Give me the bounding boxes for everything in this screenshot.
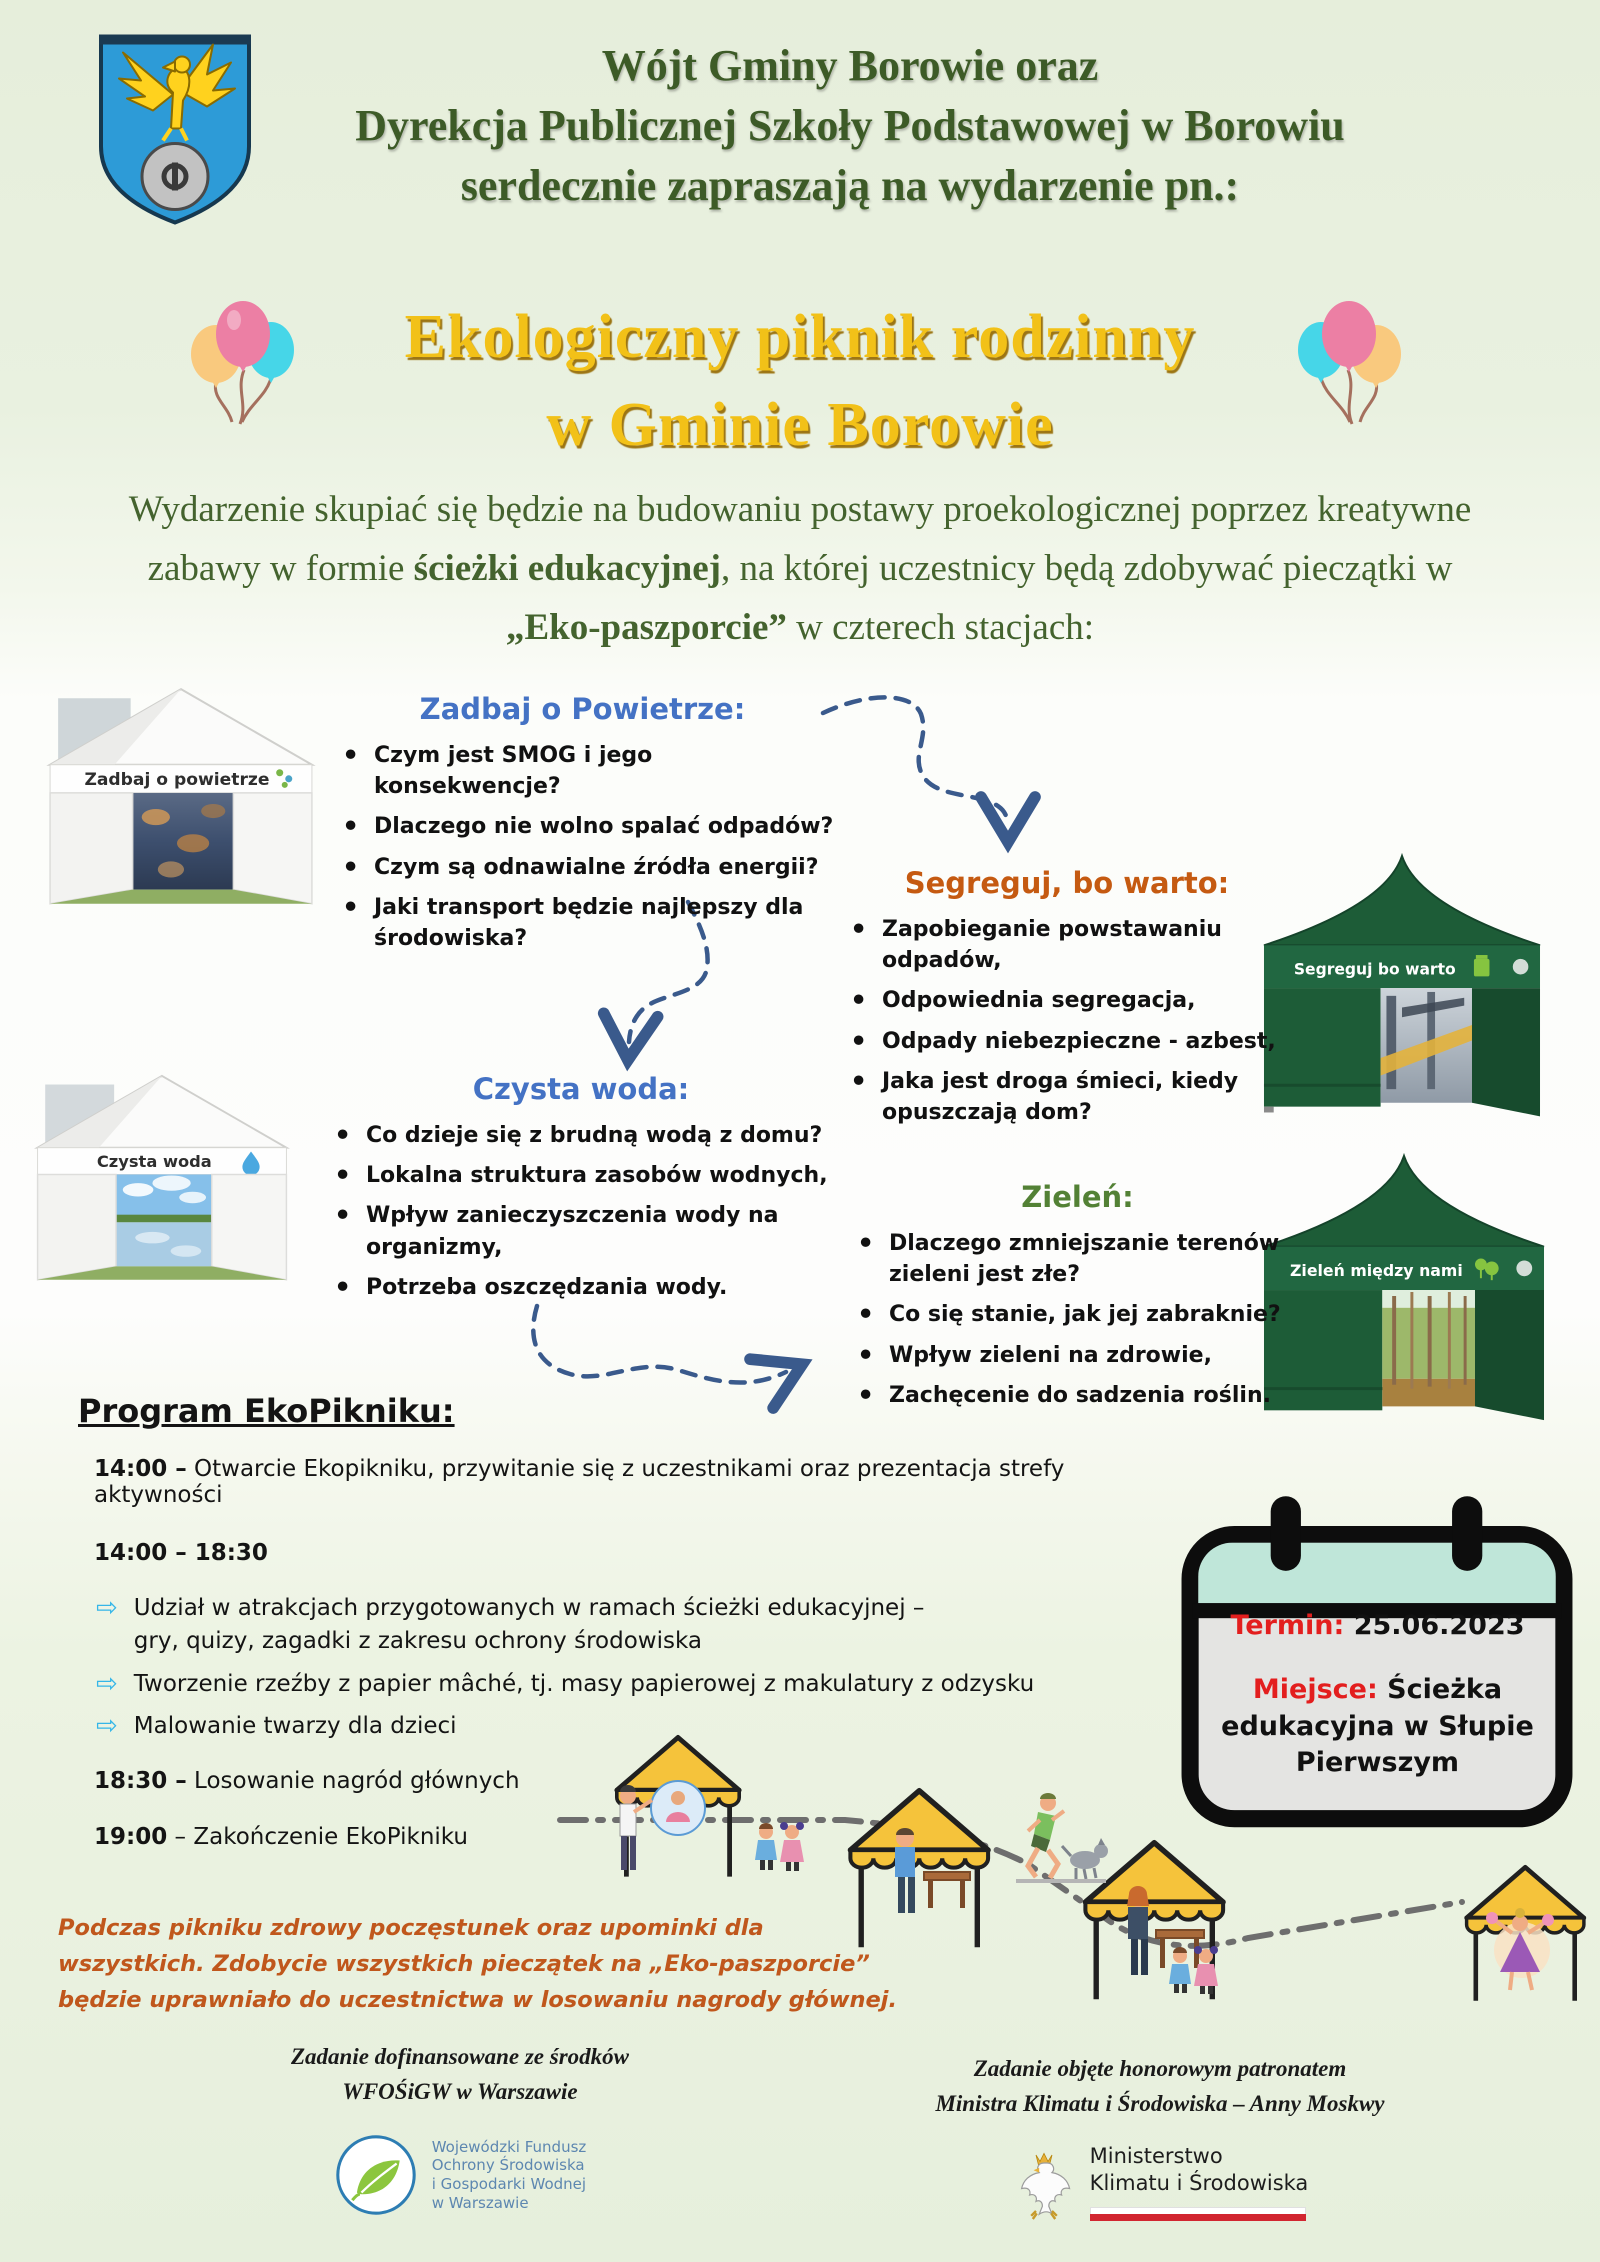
station-waste-list <box>838 914 1296 1128</box>
station-air-heading: Zadbaj o Powietrze: <box>419 692 746 726</box>
tent-banner-label: Zadbaj o powietrze <box>84 769 270 790</box>
forest-photo <box>1382 1290 1475 1406</box>
intro-text: , na której uczestnicy będą zdobywać pieczątki w <box>720 548 1453 590</box>
list-item: • Lokalna struktura zasobów wodnych, <box>322 1160 840 1191</box>
ministry-logo-row <box>850 2143 1470 2227</box>
children-figures <box>1169 1946 1218 1994</box>
poland-flag-bar <box>1090 2207 1306 2221</box>
lake-photo <box>116 1174 212 1266</box>
tent-side-logo <box>1516 1260 1532 1276</box>
event-place: Miejsce: Ścieżka edukacyjna w Słupie Pierwszym <box>1221 1674 1534 1779</box>
poland-eagle-icon <box>1012 2143 1076 2227</box>
header-line-3: serdecznie zapraszają na wydarzenie pn.: <box>460 160 1240 210</box>
notice-line-3: będzie uprawniało do uczestnictwa w losowaniu nagrody głównej. <box>58 1987 898 2013</box>
tent-banner-label: Zieleń między nami <box>1289 1261 1463 1281</box>
recycling-plant-photo <box>1381 988 1472 1103</box>
wfosigw-leaf-icon <box>334 2133 418 2217</box>
children-figures <box>755 1822 804 1871</box>
tent-side-logo <box>1513 959 1529 975</box>
station-air-list <box>330 740 835 954</box>
tent-water-photo <box>28 1072 296 1299</box>
program-line-closing: 19:00 – Zakończenie EkoPikniku <box>94 1824 468 1851</box>
station-water <box>322 1072 840 1312</box>
calendar-ring <box>1452 1496 1482 1571</box>
list-item: • Odpowiednia segregacja, <box>838 985 1296 1016</box>
woman-figure <box>1127 1886 1149 1975</box>
arrow-bullet-icon: ⇨ <box>96 1593 118 1623</box>
header-invitation <box>220 36 1480 215</box>
program-heading: Program EkoPikniku: <box>78 1392 455 1430</box>
list-item: • Odpady niebezpieczne - azbest, <box>838 1026 1296 1057</box>
list-item: • Wpływ zanieczyszczenia wody na organizmy, <box>322 1200 840 1262</box>
list-item: • Dlaczego nie wolno spalać odpadów? <box>330 811 835 842</box>
list-item: • Zapobieganie powstawaniu odpadów, <box>838 914 1296 976</box>
tent-banner-label: Segreguj bo warto <box>1293 960 1456 979</box>
patronage-line-1: Zadanie objęte honorowym patronatem <box>973 2056 1347 2081</box>
funding-line-2: WFOŚiGW w Warszawie <box>342 2078 578 2104</box>
tent-waste <box>1256 852 1548 1129</box>
intro-text: w czterech stacjach: <box>786 607 1095 649</box>
footer-patronage <box>850 2052 1470 2227</box>
station-green-list <box>845 1228 1310 1411</box>
program-line-lottery: 18:30 – Losowanie nagród głównych <box>94 1768 520 1795</box>
program-line-opening: 14:00 – Otwarcie Ekopikniku, przywitanie się z uczestnikami oraz prezentacja strefy aktywności <box>94 1456 1065 1508</box>
station-waste <box>838 866 1296 1137</box>
notice-paragraph <box>58 1910 988 2018</box>
ministry-logo-text: Ministerstwo Klimatu i Środowiska <box>1090 2143 1309 2221</box>
header-line-2: Dyrekcja Publicznej Szkoły Podstawowej w Borowiu <box>355 100 1345 150</box>
list-item: • Co dzieje się z brudną wodą z domu? <box>322 1120 840 1151</box>
intro-bold-2: „Eko-paszporcie” <box>505 607 787 649</box>
list-item: • Potrzeba oszczędzania wody. <box>322 1272 840 1303</box>
intro-bold-1: ścieżki edukacyjnej <box>413 548 721 590</box>
event-title <box>0 293 1600 469</box>
activity-item: ⇨ Malowanie twarzy dla dzieci <box>96 1710 1188 1744</box>
notice-line-2: wszystkich. Zdobycie wszystkich pieczątek na „Eko-paszporcie” <box>58 1951 870 1977</box>
funding-line-1: Zadanie dofinansowane ze środków <box>290 2044 629 2069</box>
station-water-list <box>322 1120 840 1303</box>
header-line-1: Wójt Gminy Borowie oraz <box>601 41 1099 90</box>
notice-line-1: Podczas pikniku zdrowy poczęstunek oraz upominki dla <box>58 1915 764 1941</box>
tent-banner-label: Czysta woda <box>96 1151 212 1171</box>
list-item: • Czym są odnawialne źródła energii? <box>330 852 835 883</box>
calendar-ring <box>1271 1496 1301 1571</box>
station-green <box>845 1180 1310 1420</box>
list-item: • Czym jest SMOG i jego konsekwencje? <box>330 740 835 802</box>
man-figure <box>895 1828 915 1913</box>
event-title-line-1: Ekologiczny piknik rodzinny <box>404 303 1196 371</box>
arrow-bullet-icon: ⇨ <box>96 1668 118 1699</box>
event-title-line-2: w Gminie Borowie <box>546 391 1054 460</box>
list-item: • Dlaczego zmniejszanie terenów zieleni jest złe? <box>845 1228 1310 1290</box>
station-waste-heading: Segreguj, bo warto: <box>904 866 1230 900</box>
table <box>924 1872 970 1908</box>
arrow-bullet-icon: ⇨ <box>96 1711 118 1742</box>
tent-air-photo <box>40 686 322 923</box>
intro-paragraph <box>105 480 1495 658</box>
footer-funding <box>170 2040 750 2217</box>
station-air <box>330 692 835 963</box>
activity-item: ⇨ Udział w atrakcjach przygotowanych w ramach ścieżki edukacyjnej – gry, quizy, zagadki z zakresu ochrony środowiska <box>96 1592 1188 1659</box>
activity-item: ⇨ Tworzenie rzeźby z papier mâché, tj. masy papierowej z makulatury z odzysku <box>96 1668 1188 1702</box>
patronage-line-2: Ministra Klimatu i Środowiska – Anny Moskwy <box>935 2090 1385 2116</box>
presenter-figure <box>620 1781 705 1870</box>
list-item: • Co się stanie, jak jej zabraknie? <box>845 1299 1310 1330</box>
list-item: • Jaka jest droga śmieci, kiedy opuszczają dom? <box>838 1066 1296 1128</box>
wfosigw-logo-text: Wojewódzki Fundusz Ochrony Środowiska i Gospodarki Wodnej w Warszawie <box>431 2137 587 2212</box>
wfosigw-logo-row <box>170 2133 750 2217</box>
intro-text: Wydarzenie skupiać się będzie na budowaniu postawy proekologicznej poprzez kreatywne zabawy w formie <box>128 489 1472 590</box>
program-line-timerange: 14:00 – 18:30 <box>94 1540 268 1566</box>
list-item: • Zachęcenie do sadzenia roślin. <box>845 1380 1310 1411</box>
dancer-figure <box>1486 1908 1554 1990</box>
event-date: Termin: 25.06.2023 <box>1230 1610 1525 1641</box>
recycle-bin-icon <box>1474 955 1490 976</box>
list-item: • Jaki transport będzie najlepszy dla środowiska? <box>330 892 835 954</box>
list-item: • Wpływ zieleni na zdrowie, <box>845 1340 1310 1371</box>
station-green-heading: Zieleń: <box>1021 1180 1134 1214</box>
station-water-heading: Czysta woda: <box>472 1072 690 1106</box>
